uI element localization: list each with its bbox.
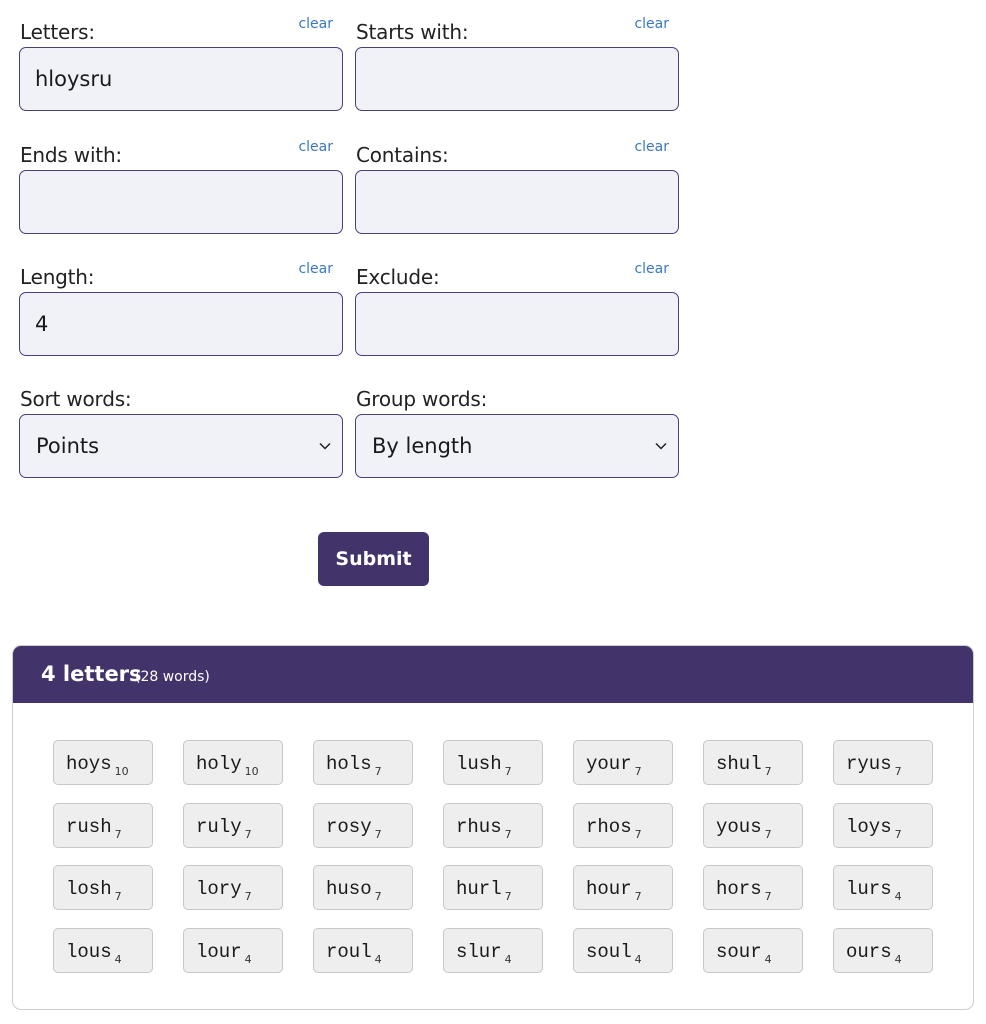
word-score: 4 — [114, 952, 122, 966]
word-score: 7 — [374, 827, 382, 841]
word-chip[interactable] — [703, 928, 803, 973]
word-value: sour — [716, 940, 762, 963]
word-text — [456, 878, 512, 903]
word-value: rush — [66, 815, 112, 838]
word-chip[interactable] — [573, 740, 673, 785]
results-panel — [12, 645, 974, 1010]
word-score: 7 — [764, 827, 772, 841]
word-score: 7 — [504, 765, 512, 778]
word-chip[interactable] — [443, 740, 543, 785]
word-value: slur — [456, 940, 502, 963]
exclude-input[interactable] — [355, 292, 679, 356]
word-chip[interactable] — [833, 865, 933, 910]
word-chip[interactable] — [443, 803, 543, 848]
word-text — [196, 940, 252, 966]
word-score: 4 — [894, 890, 902, 903]
contains-input[interactable] — [355, 170, 679, 234]
word-chip[interactable] — [703, 803, 803, 848]
word-score: 7 — [244, 890, 252, 903]
word-chip[interactable] — [833, 740, 933, 785]
word-score: 7 — [504, 827, 512, 841]
word-chip[interactable] — [183, 928, 283, 973]
letters-input[interactable] — [19, 47, 343, 111]
word-score: 7 — [504, 890, 512, 903]
word-value: rosy — [326, 815, 372, 838]
word-value: lous — [66, 940, 112, 963]
word-text — [326, 753, 382, 778]
word-text — [846, 878, 902, 903]
word-value: lory — [196, 878, 242, 900]
word-value: ruly — [196, 815, 242, 838]
exclude-clear-link[interactable]: clear — [634, 261, 669, 277]
word-score: 10 — [244, 765, 259, 778]
word-chip[interactable] — [183, 740, 283, 785]
word-chip[interactable] — [53, 740, 153, 785]
word-text — [196, 753, 259, 778]
word-score: 4 — [504, 952, 512, 966]
word-value: rhos — [586, 815, 632, 838]
word-chip[interactable] — [573, 803, 673, 848]
ends-with-label: Ends with: — [20, 143, 122, 167]
word-score: 4 — [244, 952, 252, 966]
word-text — [326, 815, 382, 841]
word-score: 7 — [894, 765, 902, 778]
word-chip[interactable] — [183, 865, 283, 910]
word-text — [456, 815, 512, 841]
results-header — [13, 646, 973, 703]
word-value: roul — [326, 940, 372, 963]
sort-words-selected-value: Points — [36, 434, 100, 458]
word-value: hour — [586, 878, 632, 900]
word-text — [716, 753, 772, 778]
length-label: Length: — [20, 265, 95, 289]
word-text — [456, 753, 512, 778]
word-chip[interactable] — [443, 865, 543, 910]
word-text — [586, 815, 642, 841]
word-text — [716, 815, 772, 841]
word-value: hors — [716, 878, 762, 900]
word-value: your — [586, 753, 632, 775]
word-text — [326, 940, 382, 966]
word-value: hurl — [456, 878, 502, 900]
letters-label: Letters: — [20, 20, 95, 44]
word-value: holy — [196, 753, 242, 775]
word-text — [66, 878, 122, 903]
word-chip[interactable] — [53, 928, 153, 973]
contains-clear-link[interactable]: clear — [634, 139, 669, 155]
results-title: 4 letters — [41, 662, 142, 686]
word-text — [66, 753, 129, 778]
word-score: 7 — [634, 890, 642, 903]
word-text — [196, 878, 252, 903]
group-words-label: Group words: — [356, 387, 488, 411]
word-value: lush — [456, 753, 502, 775]
word-value: ours — [846, 940, 892, 963]
word-score: 7 — [244, 827, 252, 841]
group-words-select[interactable] — [355, 414, 679, 478]
word-score: 7 — [894, 827, 902, 841]
word-text — [456, 940, 512, 966]
starts-with-input[interactable] — [355, 47, 679, 111]
sort-words-select[interactable] — [19, 414, 343, 478]
word-chip[interactable] — [183, 803, 283, 848]
chevron-down-icon — [318, 439, 332, 453]
word-value: lour — [196, 940, 242, 963]
word-chip[interactable] — [313, 865, 413, 910]
length-clear-link[interactable]: clear — [298, 261, 333, 277]
exclude-label: Exclude: — [356, 265, 440, 289]
word-chip[interactable] — [833, 803, 933, 848]
ends-with-input[interactable] — [19, 170, 343, 234]
ends-with-clear-link[interactable]: clear — [298, 139, 333, 155]
word-chip[interactable] — [53, 865, 153, 910]
length-input[interactable] — [19, 292, 343, 356]
word-chip[interactable] — [53, 803, 153, 848]
sort-words-label: Sort words: — [20, 387, 132, 411]
starts-with-clear-link[interactable]: clear — [634, 16, 669, 32]
word-chip[interactable] — [443, 928, 543, 973]
letters-clear-link[interactable]: clear — [298, 16, 333, 32]
word-value: shul — [716, 753, 762, 775]
word-text — [196, 815, 252, 841]
submit-button[interactable]: Submit — [318, 532, 429, 586]
word-value: hols — [326, 753, 372, 775]
word-chip[interactable] — [573, 928, 673, 973]
word-score: 10 — [114, 765, 129, 778]
word-value: losh — [66, 878, 112, 900]
word-value: yous — [716, 815, 762, 838]
word-score: 7 — [634, 765, 642, 778]
word-score: 7 — [374, 765, 382, 778]
word-score: 4 — [374, 952, 382, 966]
word-chip[interactable] — [313, 928, 413, 973]
word-text — [66, 940, 122, 966]
starts-with-label: Starts with: — [356, 20, 469, 44]
group-words-selected-value: By length — [372, 434, 473, 458]
word-text — [846, 940, 902, 966]
word-chip[interactable] — [703, 740, 803, 785]
word-value: soul — [586, 940, 632, 963]
word-text — [716, 940, 772, 966]
word-value: lurs — [846, 878, 892, 900]
word-score: 4 — [634, 952, 642, 966]
results-count: (28 words) — [135, 669, 210, 685]
word-text — [716, 878, 772, 903]
word-score: 7 — [764, 765, 772, 778]
word-chip[interactable] — [313, 803, 413, 848]
word-text — [846, 815, 902, 841]
word-text — [586, 940, 642, 966]
chevron-down-icon — [654, 439, 668, 453]
word-text — [586, 753, 642, 778]
word-value: huso — [326, 878, 372, 900]
word-chip[interactable] — [313, 740, 413, 785]
word-text — [586, 878, 642, 903]
contains-label: Contains: — [356, 143, 449, 167]
word-score: 4 — [894, 952, 902, 966]
word-score: 7 — [374, 890, 382, 903]
word-value: ryus — [846, 753, 892, 775]
word-value: rhus — [456, 815, 502, 838]
word-text — [66, 815, 122, 841]
word-chip[interactable] — [573, 865, 673, 910]
word-text — [846, 753, 902, 778]
word-chip[interactable] — [833, 928, 933, 973]
word-score: 7 — [114, 827, 122, 841]
word-value: loys — [846, 815, 892, 838]
word-score: 4 — [764, 952, 772, 966]
word-chip[interactable] — [703, 865, 803, 910]
word-score: 7 — [114, 890, 122, 903]
word-value: hoys — [66, 753, 112, 775]
word-text — [326, 878, 382, 903]
word-score: 7 — [634, 827, 642, 841]
word-score: 7 — [764, 890, 772, 903]
